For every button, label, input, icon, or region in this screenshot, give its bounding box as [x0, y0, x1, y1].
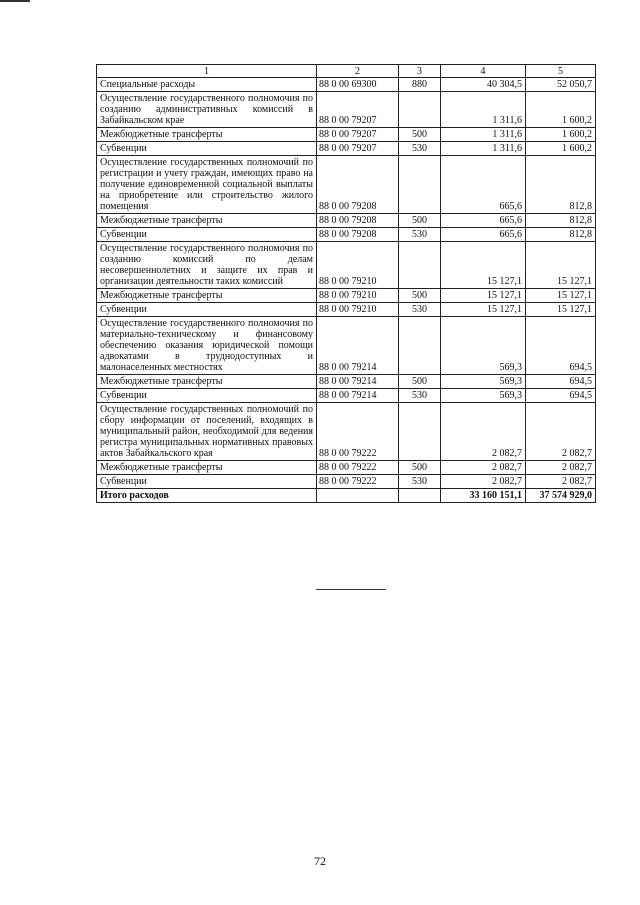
- program-code-cell: 88 0 00 79207: [317, 128, 399, 142]
- page-number: 72: [314, 854, 326, 868]
- program-code-cell: 88 0 00 79208: [317, 228, 399, 242]
- column-number-4: 4: [441, 65, 526, 78]
- amount-year-1-cell: 2 082,7: [441, 403, 526, 461]
- column-number-3: 3: [399, 65, 441, 78]
- expense-name-cell: Субвенции: [97, 303, 317, 317]
- amount-year-2-cell: 2 082,7: [526, 403, 596, 461]
- amount-year-1-cell: 569,3: [441, 317, 526, 375]
- column-number-row: [97, 65, 596, 78]
- amount-year-2-cell: 15 127,1: [526, 289, 596, 303]
- table-row: [97, 92, 596, 128]
- program-code-cell: 88 0 00 79210: [317, 303, 399, 317]
- expense-name-cell: Осуществление государственного полномочия по созданию комиссий по делам несовершеннолетних и защите их прав и организации деятельности таких комиссий: [97, 242, 317, 289]
- expense-type-cell: [399, 403, 441, 461]
- expense-type-cell: 500: [399, 461, 441, 475]
- expense-name-cell: Межбюджетные трансферты: [97, 375, 317, 389]
- scan-edge-mark: [0, 0, 30, 2]
- amount-year-1-cell: 15 127,1: [441, 289, 526, 303]
- amount-year-1-cell: 1 311,6: [441, 92, 526, 128]
- program-code-cell: 88 0 00 79207: [317, 142, 399, 156]
- program-code-cell: 88 0 00 79222: [317, 403, 399, 461]
- expense-type-cell: 880: [399, 78, 441, 92]
- amount-year-1-cell: 569,3: [441, 389, 526, 403]
- expense-name-cell: Специальные расходы: [97, 78, 317, 92]
- expense-name-cell: Межбюджетные трансферты: [97, 289, 317, 303]
- table-row: [97, 242, 596, 289]
- amount-year-1-cell: 1 311,6: [441, 142, 526, 156]
- expense-type-cell: 530: [399, 475, 441, 489]
- program-code-cell: 88 0 00 79210: [317, 242, 399, 289]
- amount-year-2-cell: 812,8: [526, 156, 596, 214]
- table-row: [97, 475, 596, 489]
- column-number-1: 1: [97, 65, 317, 78]
- expense-name-cell: Осуществление государственных полномочий по регистрации и учету граждан, имеющих право на получение единовременной социальной выплаты на приобретение или строительство жилого помещения: [97, 156, 317, 214]
- expense-name-cell: Осуществление государственного полномочия по созданию административных комиссий в Забайкальском крае: [97, 92, 317, 128]
- expense-type-cell: 530: [399, 228, 441, 242]
- program-code-cell: [317, 489, 399, 503]
- amount-year-1-cell: 15 127,1: [441, 242, 526, 289]
- column-number-2: 2: [317, 65, 399, 78]
- table-row: [97, 128, 596, 142]
- table-row: [97, 214, 596, 228]
- amount-year-2-cell: 1 600,2: [526, 142, 596, 156]
- expense-type-cell: [399, 156, 441, 214]
- amount-year-2-cell: 52 050,7: [526, 78, 596, 92]
- amount-year-1-cell: 665,6: [441, 228, 526, 242]
- amount-year-2-cell: 694,5: [526, 375, 596, 389]
- amount-year-2-cell: 1 600,2: [526, 128, 596, 142]
- expense-name-cell: Субвенции: [97, 475, 317, 489]
- expense-name-cell: Межбюджетные трансферты: [97, 214, 317, 228]
- expense-name-cell: Итого расходов: [97, 489, 317, 503]
- amount-year-2-cell: 694,5: [526, 389, 596, 403]
- expense-name-cell: Осуществление государственного полномочия по материально-техническому и финансовому обеспечению оказания юридической помощи адвокатами в труднодоступных и малонаселенных местностях: [97, 317, 317, 375]
- column-number-5: 5: [526, 65, 596, 78]
- expense-type-cell: [399, 317, 441, 375]
- amount-year-2-cell: 2 082,7: [526, 475, 596, 489]
- table-row: [97, 289, 596, 303]
- amount-year-2-cell: 15 127,1: [526, 242, 596, 289]
- amount-year-2-cell: 812,8: [526, 214, 596, 228]
- table-row: [97, 142, 596, 156]
- expense-name-cell: Осуществление государственных полномочий по сбору информации от поселений, входящих в муниципальный район, необходимой для ведения регистра муниципальных нормативных правовых актов Забайкальского края: [97, 403, 317, 461]
- amount-year-2-cell: 694,5: [526, 317, 596, 375]
- table-row: [97, 303, 596, 317]
- expense-name-cell: Межбюджетные трансферты: [97, 128, 317, 142]
- program-code-cell: 88 0 00 79208: [317, 156, 399, 214]
- expense-name-cell: Субвенции: [97, 142, 317, 156]
- expense-name-cell: Субвенции: [97, 389, 317, 403]
- expense-type-cell: 530: [399, 142, 441, 156]
- table-body: [97, 78, 596, 503]
- table-row: [97, 389, 596, 403]
- table-row: [97, 78, 596, 92]
- amount-year-1-cell: 665,6: [441, 214, 526, 228]
- table-row: [97, 403, 596, 461]
- expense-name-cell: Межбюджетные трансферты: [97, 461, 317, 475]
- amount-year-1-cell: 1 311,6: [441, 128, 526, 142]
- expense-type-cell: 500: [399, 289, 441, 303]
- amount-year-1-cell: 665,6: [441, 156, 526, 214]
- program-code-cell: 88 0 00 79208: [317, 214, 399, 228]
- footer-divider: [316, 589, 386, 590]
- program-code-cell: 88 0 00 79222: [317, 461, 399, 475]
- expense-type-cell: [399, 92, 441, 128]
- program-code-cell: 88 0 00 79214: [317, 389, 399, 403]
- amount-year-1-cell: 40 304,5: [441, 78, 526, 92]
- table-row: [97, 228, 596, 242]
- table-row: [97, 461, 596, 475]
- expense-type-cell: [399, 489, 441, 503]
- program-code-cell: 88 0 00 79222: [317, 475, 399, 489]
- amount-year-2-cell: 1 600,2: [526, 92, 596, 128]
- program-code-cell: 88 0 00 79214: [317, 317, 399, 375]
- expenses-table-container: [96, 64, 595, 503]
- total-row: [97, 489, 596, 503]
- expense-type-cell: 500: [399, 375, 441, 389]
- expense-name-cell: Субвенции: [97, 228, 317, 242]
- expenses-table: [96, 64, 596, 503]
- expense-type-cell: 530: [399, 389, 441, 403]
- amount-year-2-cell: 37 574 929,0: [526, 489, 596, 503]
- expense-type-cell: 500: [399, 128, 441, 142]
- expense-type-cell: 530: [399, 303, 441, 317]
- program-code-cell: 88 0 00 79207: [317, 92, 399, 128]
- amount-year-1-cell: 33 160 151,1: [441, 489, 526, 503]
- expense-type-cell: [399, 242, 441, 289]
- table-row: [97, 156, 596, 214]
- amount-year-1-cell: 2 082,7: [441, 461, 526, 475]
- amount-year-1-cell: 2 082,7: [441, 475, 526, 489]
- program-code-cell: 88 0 00 79214: [317, 375, 399, 389]
- table-row: [97, 375, 596, 389]
- table-row: [97, 317, 596, 375]
- amount-year-2-cell: 2 082,7: [526, 461, 596, 475]
- amount-year-2-cell: 812,8: [526, 228, 596, 242]
- expense-type-cell: 500: [399, 214, 441, 228]
- amount-year-1-cell: 569,3: [441, 375, 526, 389]
- amount-year-1-cell: 15 127,1: [441, 303, 526, 317]
- amount-year-2-cell: 15 127,1: [526, 303, 596, 317]
- program-code-cell: 88 0 00 69300: [317, 78, 399, 92]
- program-code-cell: 88 0 00 79210: [317, 289, 399, 303]
